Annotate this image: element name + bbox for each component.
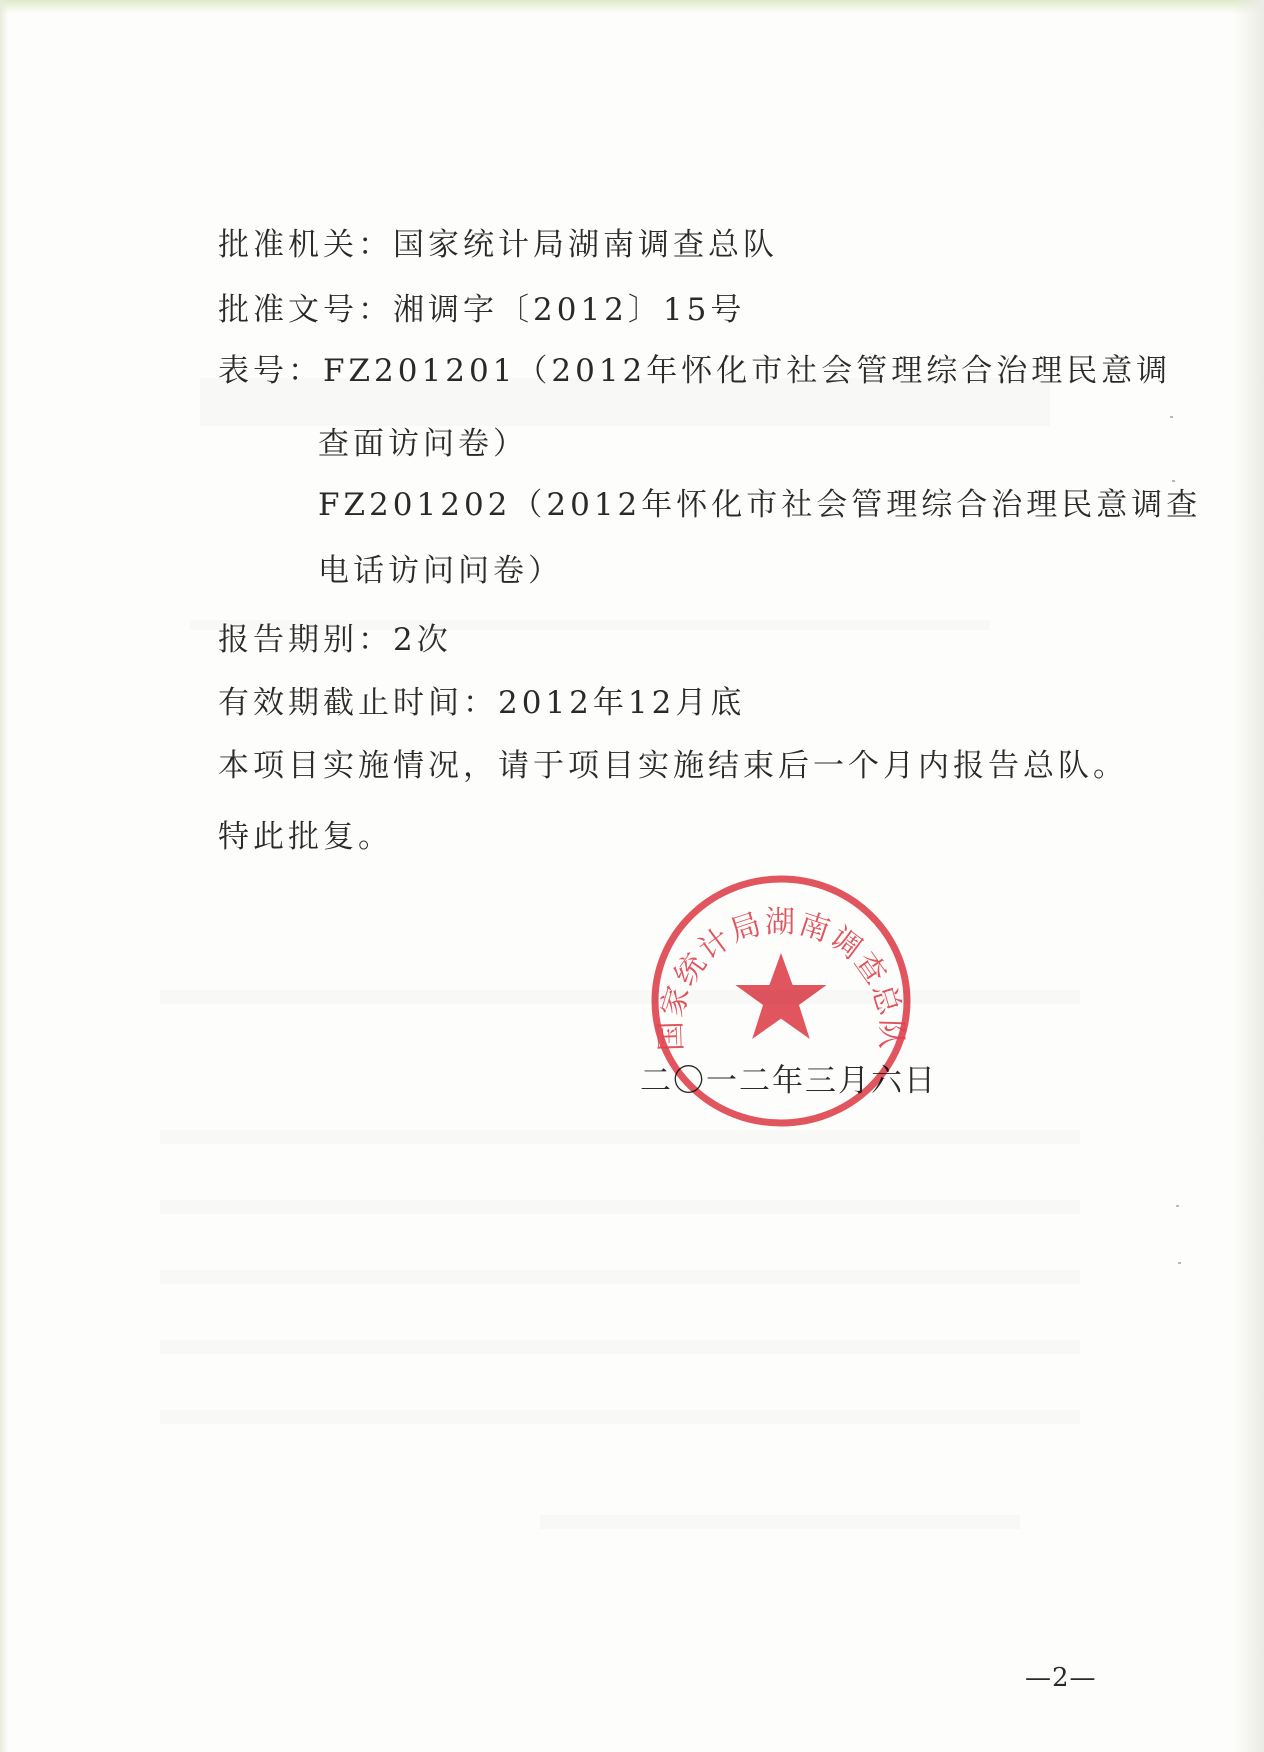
approval-doc-number-value: 湘调字〔2012〕15号 — [393, 292, 746, 328]
bleed-through-text-7 — [540, 1515, 1020, 1529]
bleed-through-text-5 — [160, 1340, 1080, 1354]
form1-title-line2: 查面访问卷） — [318, 426, 528, 462]
page-number: —2— — [1025, 1663, 1097, 1693]
scan-edge-left — [0, 0, 8, 1752]
approval-authority-label: 批准机关： — [218, 227, 393, 263]
expiry-line — [218, 683, 745, 723]
form2-title-line1: FZ201202（2012年怀化市社会管理综合治理民意调查 — [318, 487, 1202, 523]
report-period-line — [218, 620, 452, 660]
expiry-label: 有效期截止时间： — [218, 685, 498, 721]
official-seal-icon — [647, 871, 915, 1131]
bleed-through-text-1 — [160, 990, 1080, 1004]
bleed-through-text-2 — [160, 1130, 1080, 1144]
scan-speck — [1172, 480, 1175, 482]
form2-title-line2: 电话访问问卷） — [318, 553, 563, 589]
bleed-through-text-3 — [160, 1200, 1080, 1214]
form-number-label: 表号： — [218, 353, 323, 389]
form-number-line-1 — [218, 351, 1171, 391]
instruction-paragraph: 本项目实施情况，请于项目实施结束后一个月内报告总队。 — [218, 748, 1128, 784]
closing-text: 特此批复。 — [218, 819, 393, 855]
approval-authority-line — [218, 225, 778, 265]
scan-edge-top — [0, 0, 1264, 14]
seal-text: 国家统计局湖南调查总队 — [653, 904, 909, 1052]
expiry-value: 2012年12月底 — [498, 685, 746, 721]
approval-doc-number-line — [218, 290, 745, 330]
bleed-through-text-6 — [160, 1410, 1080, 1424]
approval-authority-value: 国家统计局湖南调查总队 — [393, 227, 778, 263]
report-period-value: 2次 — [393, 622, 452, 658]
scan-edge-right — [1234, 0, 1264, 1752]
scan-speck — [1176, 1205, 1179, 1207]
form1-title-line1: FZ201201（2012年怀化市社会管理综合治理民意调 — [323, 353, 1172, 389]
approval-doc-number-label: 批准文号： — [218, 292, 393, 328]
scan-speck — [1170, 416, 1173, 418]
seal-star-icon — [735, 953, 826, 1039]
signature-date: 二〇一二年三月六日 — [640, 1063, 937, 1099]
bleed-through-text-4 — [160, 1270, 1080, 1284]
report-period-label: 报告期别： — [218, 622, 393, 658]
scan-speck — [1178, 1262, 1181, 1264]
